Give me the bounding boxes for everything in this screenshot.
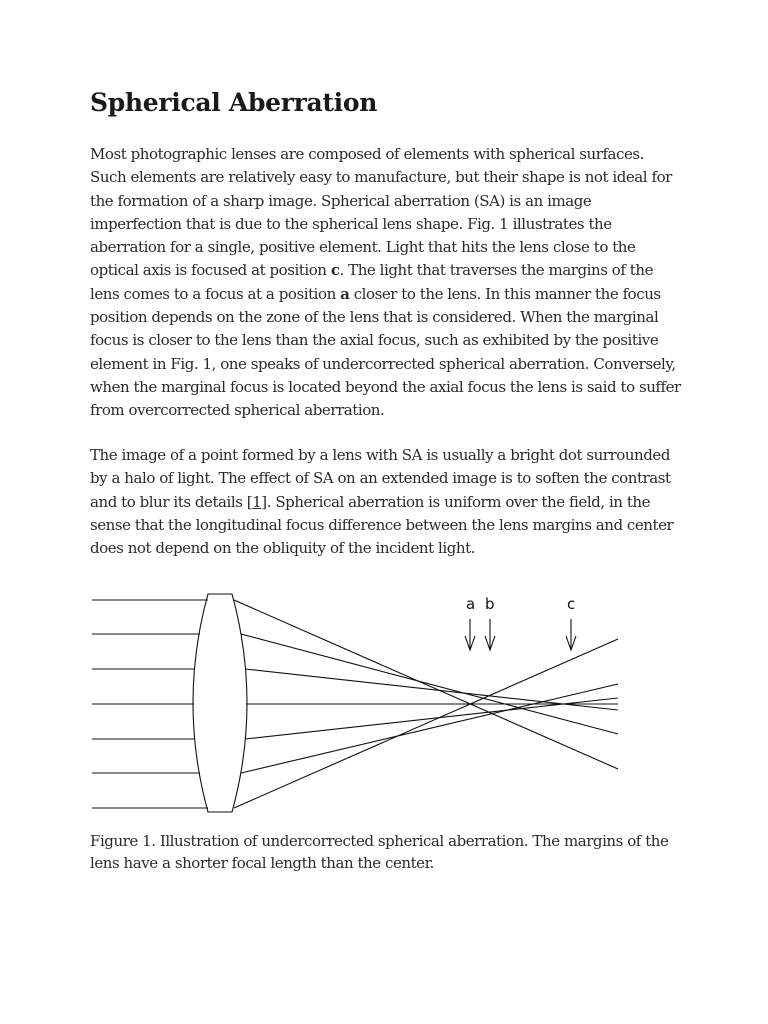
text-fragment: closer to the lens. In this manner the focus <box>349 284 661 303</box>
bold-label-c: c <box>330 261 340 280</box>
arrow-icon-a <box>465 619 475 650</box>
text-line: element in Fig. 1, one speaks of undercorrected spherical aberration. Conversely, <box>90 354 676 373</box>
text-line: the formation of a sharp image. Spherical aberration (SA) is an image <box>90 191 592 210</box>
refracted-ray-marginal <box>234 600 618 769</box>
text-line: Most photographic lenses are composed of elements with spherical surfaces. <box>90 145 644 163</box>
text-line: Such elements are relatively easy to manufacture, but their shape is not ideal for <box>90 168 672 187</box>
text-line: does not depend on the obliquity of the incident light. <box>90 539 475 558</box>
focus-label-a: a <box>466 595 476 613</box>
text-line: focus is closer to the lens than the axial focus, such as exhibited by the positive <box>90 331 659 350</box>
reference-link-1[interactable]: 1 <box>252 492 262 511</box>
text-fragment: . The light that traverses the margins of the <box>339 261 654 280</box>
refracted-ray-intermediate <box>241 684 618 773</box>
text-line: sense that the longitudinal focus difference between the lens margins and center <box>90 515 674 534</box>
text-line: position depends on the zone of the lens that is considered. When the marginal <box>90 308 659 327</box>
arrow-icon-b <box>485 619 495 650</box>
caption-line: Figure 1. Illustration of undercorrected spherical aberration. The margins of the <box>90 832 669 850</box>
arrow-icon-c <box>566 619 576 650</box>
text-fragment: ]. Spherical aberration is uniform over the field, in the <box>261 492 651 511</box>
text-fragment: and to blur its details [ <box>90 492 253 511</box>
focus-label-c: c <box>567 595 576 613</box>
lens-shape <box>193 594 247 812</box>
text-line: aberration for a single, positive element. Light that hits the lens close to the <box>90 238 636 257</box>
text-line: from overcorrected spherical aberration. <box>90 401 385 420</box>
text-line: by a halo of light. The effect of SA on an extended image is to soften the contrast <box>90 469 671 488</box>
figure-caption <box>90 831 668 874</box>
text-fragment: optical axis is focused at position <box>90 261 331 280</box>
text-fragment: lens comes to a focus at a position <box>90 284 341 303</box>
focus-label-b: b <box>485 595 495 613</box>
bold-label-a: a <box>340 284 350 303</box>
text-line: The image of a point formed by a lens with SA is usually a bright dot surrounded <box>90 446 670 464</box>
text-line: imperfection that is due to the spherical lens shape. Fig. 1 illustrates the <box>90 214 612 233</box>
text-line: when the marginal focus is located beyond the axial focus the lens is said to suffer <box>90 377 681 396</box>
page-title: Spherical Aberration <box>90 88 378 117</box>
refracted-ray-marginal <box>234 639 618 808</box>
caption-line: lens have a shorter focal length than the center. <box>90 853 434 872</box>
